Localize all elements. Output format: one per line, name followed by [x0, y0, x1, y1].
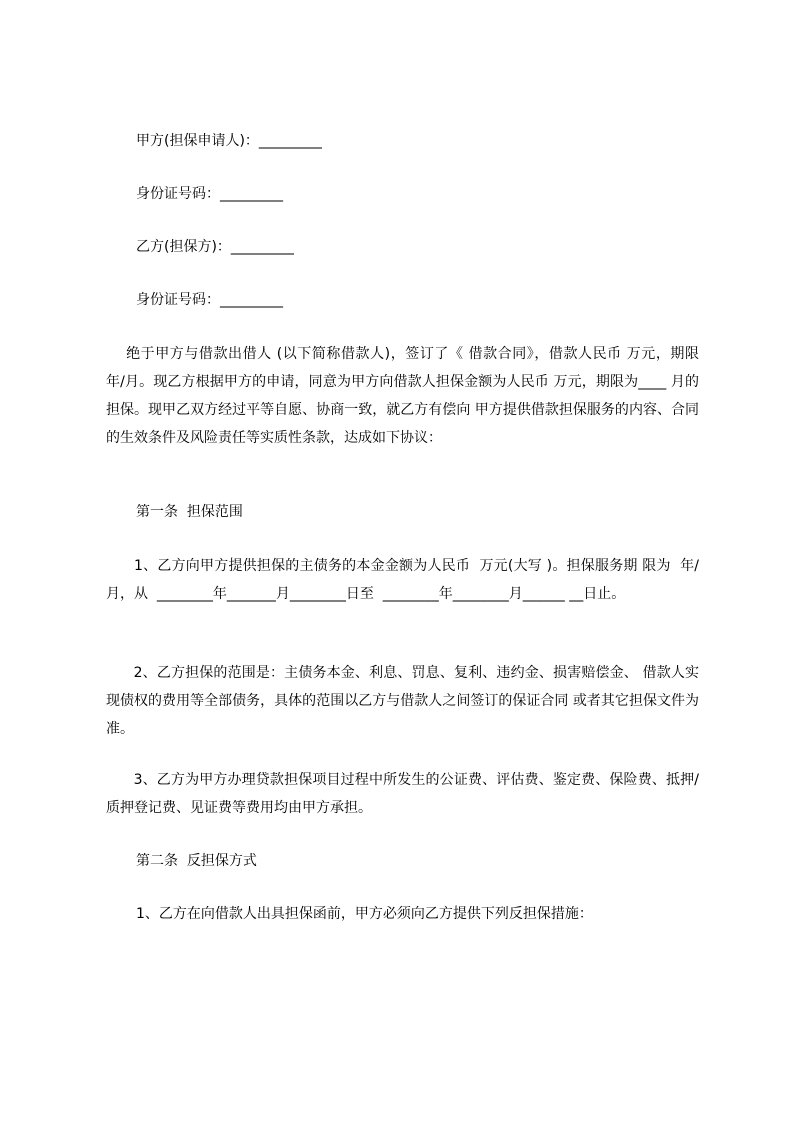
party-b-field: 乙方(担保方)：_________: [136, 239, 294, 255]
party-a-field: 甲方(担保申请人)：_________: [136, 133, 322, 149]
preamble-paragraph: 绝于甲方与借款出借人 (以下简称借款人)，签订了《 借款合同》，借款人民币 万元，期限 年/月。现乙方根据甲方的申请，同意为甲方向借款人担保金额为人民币 万元，期限为____ 月的担保。现甲乙双方经过平等自愿、协商一致，就乙方有偿向 甲方提供借款担保服务的内容、合同的生效条件及风险责任等实质性条款，达成如下协议：: [106, 346, 708, 446]
article-1-title: 第一条 担保范围: [136, 504, 243, 520]
party-a-id-field: 身份证号码：_________: [136, 186, 283, 202]
article-1-clause-3: 3、乙方为甲方办理贷款担保项目过程中所发生的公证费、评估费、鉴定费、保险费、抵押/质押登记费、见证费等费用均由甲方承担。: [106, 772, 700, 816]
article-1-clause-1: 1、乙方向甲方提供担保的主债务的本金金额为人民币 万元(大写 )。担保服务期 限为 年/月，从 ________年_______月________日至 ________年________月______ __日止。: [106, 558, 700, 602]
article-2-title: 第二条 反担保方式: [136, 853, 257, 869]
party-b-id-field: 身份证号码：_________: [136, 292, 283, 308]
article-1-clause-2: 2、乙方担保的范围是：主债务本金、利息、罚息、复利、违约金、损害赔偿金、 借款人实现债权的费用等全部债务，具体的范围以乙方与借款人之间签订的保证合同 或者其它担保文件为准。: [106, 665, 699, 737]
article-2-clause-1: 1、乙方在向借款人出具担保函前，甲方必须向乙方提供下列反担保措施：: [136, 906, 593, 922]
